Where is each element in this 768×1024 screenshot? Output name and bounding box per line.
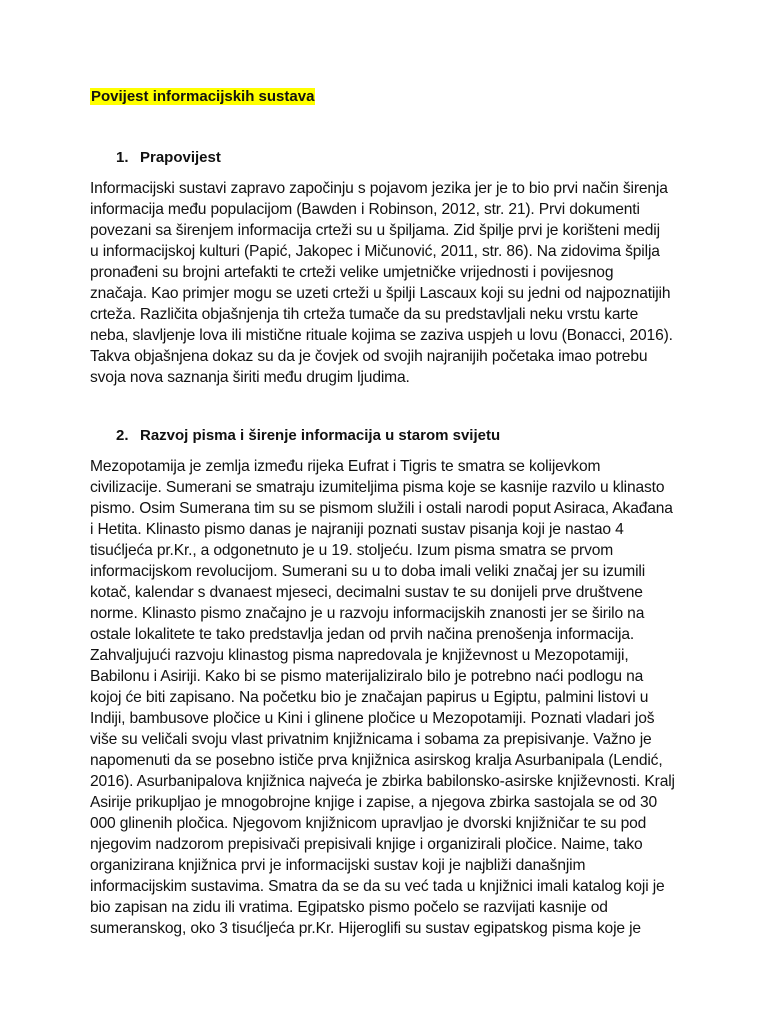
text-line: civilizacije. Sumerani se smatraju izumiteljima pisma koje se kasnije razvilo u klinasto bbox=[90, 479, 665, 496]
text-line: neba, slavljenje lova ili mistične rituale kojima se zaziva uspjeh u lovu (Bonacci, 2016). bbox=[90, 327, 673, 344]
text-line: informacijskim sustavima. Smatra da se da su već tada u knjižnici imali katalog koji je bbox=[90, 878, 665, 895]
text-line: 000 glinenih pločica. Njegovom knjižnicom upravljao je dvorski knjižničar te su pod bbox=[90, 815, 647, 832]
text-line: organizirana knjižnica prvi je informacijski sustav koji je najbliži današnjim bbox=[90, 857, 586, 874]
document-title bbox=[90, 87, 315, 107]
text-line: kotač, kalendar s dvanaest mjeseci, decimalni sustav te su donijeli prve društvene bbox=[90, 584, 643, 601]
text-line: značaja. Kao primjer mogu se uzeti crteži u špilji Lascaux koji su jedni od najpoznatijih bbox=[90, 285, 671, 302]
paragraph-prapovijest bbox=[90, 178, 680, 388]
text-line: više su veličali svoju vlast privatnim knjižnicama i sobama za prepisivanje. Važno je bbox=[90, 731, 652, 748]
text-line: Zahvaljujući razvoju klinastog pisma napredovala je književnost u Mezopotamiji, bbox=[90, 647, 629, 664]
text-line: Informacijski sustavi zapravo započinju s pojavom jezika jer je to bio prvi način širenja bbox=[90, 180, 668, 197]
text-line: Asirije prikupljao je mnogobrojne knjige i zapise, a njegova zbirka sastojala se od 30 bbox=[90, 794, 658, 811]
section-heading-text: Prapovijest bbox=[140, 149, 221, 166]
text-line: informacijskom revolucijom. Sumerani su u to doba imali veliki značaj jer su izumili bbox=[90, 563, 646, 580]
text-line: Mezopotamija je zemlja između rijeka Eufrat i Tigris te smatra se kolijevkom bbox=[90, 458, 601, 475]
section-heading-text: Razvoj pisma i širenje informacija u starom svijetu bbox=[140, 427, 501, 444]
text-line: tisućljeća pr.Kr., a odgonetnuto je u 19. stoljeću. Izum pisma smatra se prvom bbox=[90, 542, 614, 559]
text-line: pismo. Osim Sumerana tim su se pismom služili i ostali narodi poput Asiraca, Akađana bbox=[90, 500, 673, 517]
text-line: u informacijskoj kulturi (Papić, Jakopec i Mičunović, 2011, str. 86). Na zidovima špilja bbox=[90, 243, 660, 260]
text-line: bio zapisan na zidu ili vratima. Egipatsko pismo počelo se razvijati kasnije od bbox=[90, 899, 608, 916]
text-line: 2016). Asurbanipalova knjižnica najveća je zbirka babilonsko-asirske književnosti. Kralj bbox=[90, 773, 675, 790]
highlighted-title-text: Povijest informacijskih sustava bbox=[91, 88, 315, 105]
section-heading-1 bbox=[116, 148, 221, 168]
text-line: povezani sa širenjem informacija crteži su u špiljama. Zid špilje prvi je korišteni medij bbox=[90, 222, 660, 239]
paragraph-razvoj-pisma bbox=[90, 456, 680, 939]
section-heading-2 bbox=[116, 426, 500, 446]
section-number: 1. bbox=[116, 149, 129, 166]
text-line: crteža. Različita objašnjenja tih crteža tumače da su predstavljali neku vrstu karte bbox=[90, 306, 639, 323]
text-line: pronađeni su brojni artefakti te crteži velike umjetničke vrijednosti i povijesnog bbox=[90, 264, 614, 281]
text-line: napomenuti da se posebno ističe prva knjižnica asirskog kralja Asurbanipala (Lendić, bbox=[90, 752, 663, 769]
text-line: ostale lokalitete te tako predstavlja jedan od prvih načina prenošenja informacija. bbox=[90, 626, 635, 643]
text-line: i Hetita. Klinasto pismo danas je najraniji poznati sustav pisanja koji je nastao 4 bbox=[90, 521, 624, 538]
text-line: sumeranskog, oko 3 tisućljeća pr.Kr. Hijeroglifi su sustav egipatskog pisma koje je bbox=[90, 920, 641, 937]
text-line: informacija među populacijom (Bawden i Robinson, 2012, str. 21). Prvi dokumenti bbox=[90, 201, 640, 218]
text-line: Takva objašnjena dokaz su da je čovjek od svojih najranijih početaka imao potrebu bbox=[90, 348, 648, 365]
section-number: 2. bbox=[116, 427, 129, 444]
text-line: kojoj će biti zapisano. Na početku bio je značajan papirus u Egiptu, palmini listovi u bbox=[90, 689, 649, 706]
text-line: Babilonu i Asiriji. Kako bi se pismo materijaliziralo bilo je potrebno naći podlogu na bbox=[90, 668, 644, 685]
text-line: njegovim nadzorom prepisivači prepisivali knjige i organizirali pločice. Naime, tako bbox=[90, 836, 643, 853]
text-line: norme. Klinasto pismo značajno je u razvoju informacijskih znanosti jer se širilo na bbox=[90, 605, 645, 622]
text-line: svoja nova saznanja širiti među drugim ljudima. bbox=[90, 369, 410, 386]
text-line: Indiji, bambusove pločice u Kini i glinene pločice u Mezopotamiji. Poznati vladari još bbox=[90, 710, 655, 727]
